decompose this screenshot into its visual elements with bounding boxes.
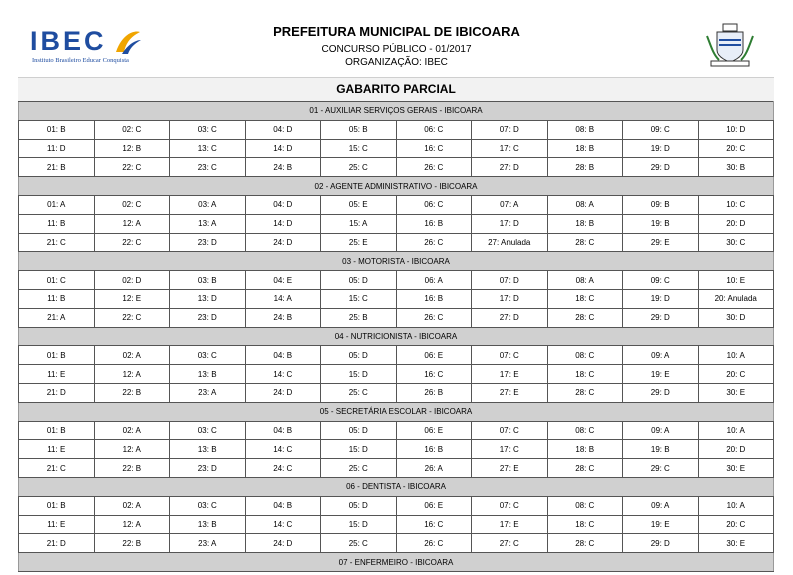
answer-cell: 06: E [396, 496, 472, 515]
answer-cell: 12: A [94, 440, 170, 459]
answer-cell: 13: B [170, 515, 246, 534]
answer-cell: 04: B [245, 421, 321, 440]
section-title: 02 - AGENTE ADMINISTRATIVO - IBICOARA [19, 177, 774, 196]
answer-row [19, 383, 774, 402]
answer-cell: 26: C [396, 308, 472, 327]
answer-cell: 12: B [94, 139, 170, 158]
answer-cell: 07: A [472, 195, 548, 214]
answer-row [19, 534, 774, 553]
answer-cell: 11: E [19, 515, 95, 534]
answer-cell: 06: C [396, 195, 472, 214]
answer-cell: 27: C [472, 534, 548, 553]
answer-cell: 27: D [472, 308, 548, 327]
answer-cell: 07: C [472, 346, 548, 365]
answer-cell: 07: C [472, 421, 548, 440]
answer-cell: 25: B [321, 308, 397, 327]
answer-row [19, 158, 774, 177]
answer-cell: 08: A [547, 271, 623, 290]
answer-cell: 09: A [623, 421, 699, 440]
answer-cell: 30: E [698, 459, 774, 478]
answer-cell: 28: B [547, 158, 623, 177]
answer-cell: 24: D [245, 534, 321, 553]
answer-cell: 11: B [19, 214, 95, 233]
answer-cell: 09: A [623, 496, 699, 515]
answer-cell: 06: E [396, 346, 472, 365]
answer-cell: 17: C [472, 440, 548, 459]
answer-cell: 08: C [547, 421, 623, 440]
answer-table [18, 101, 774, 572]
answer-cell: 24: D [245, 233, 321, 252]
answer-cell: 18: B [547, 139, 623, 158]
answer-cell: 16: B [396, 289, 472, 308]
answer-cell: 18: C [547, 515, 623, 534]
answer-cell: 17: E [472, 365, 548, 384]
answer-cell: 04: E [245, 271, 321, 290]
answer-cell: 06: E [396, 421, 472, 440]
answer-cell: 11: B [19, 289, 95, 308]
answer-cell: 13: B [170, 440, 246, 459]
answer-cell: 21: C [19, 233, 95, 252]
answer-cell: 15: C [321, 289, 397, 308]
answer-cell: 18: C [547, 289, 623, 308]
answer-cell: 04: D [245, 120, 321, 139]
answer-cell: 29: D [623, 383, 699, 402]
answer-row [19, 496, 774, 515]
answer-cell: 19: D [623, 139, 699, 158]
answer-row [19, 195, 774, 214]
answer-cell: 30: B [698, 158, 774, 177]
answer-cell: 07: C [472, 496, 548, 515]
answer-cell: 25: C [321, 158, 397, 177]
answer-cell: 08: A [547, 195, 623, 214]
section-header [19, 402, 774, 421]
answer-cell: 16: B [396, 214, 472, 233]
answer-cell: 28: C [547, 459, 623, 478]
answer-row [19, 459, 774, 478]
answer-cell: 29: D [623, 308, 699, 327]
answer-row [19, 139, 774, 158]
answer-cell: 13: A [170, 214, 246, 233]
answer-cell: 11: D [19, 139, 95, 158]
answer-cell: 20: D [698, 440, 774, 459]
answer-cell: 16: C [396, 139, 472, 158]
answer-cell: 07: D [472, 271, 548, 290]
answer-cell: 22: B [94, 383, 170, 402]
section-header [19, 102, 774, 121]
section-header [19, 327, 774, 346]
answer-cell: 16: C [396, 365, 472, 384]
answer-cell: 25: C [321, 383, 397, 402]
answer-cell: 26: B [396, 383, 472, 402]
answer-cell: 24: D [245, 383, 321, 402]
answer-cell: 10: E [698, 271, 774, 290]
answer-cell: 14: C [245, 440, 321, 459]
answer-cell: 21: D [19, 534, 95, 553]
answer-cell: 27: E [472, 459, 548, 478]
answer-cell: 15: C [321, 139, 397, 158]
document-header [0, 0, 793, 74]
organization-label: ORGANIZAÇÃO: IBEC [345, 57, 448, 68]
answer-cell: 20: C [698, 515, 774, 534]
answer-cell: 02: A [94, 421, 170, 440]
section-title: 07 - ENFERMEIRO - IBICOARA [19, 553, 774, 572]
answer-key [18, 77, 774, 572]
answer-row [19, 440, 774, 459]
answer-cell: 10: A [698, 421, 774, 440]
answer-cell: 04: B [245, 346, 321, 365]
answer-cell: 20: C [698, 139, 774, 158]
answer-cell: 07: D [472, 120, 548, 139]
answer-cell: 06: A [396, 271, 472, 290]
answer-cell: 19: E [623, 515, 699, 534]
answer-cell: 14: D [245, 214, 321, 233]
answer-cell: 26: C [396, 233, 472, 252]
answer-cell: 20: Anulada [698, 289, 774, 308]
answer-cell: 14: C [245, 515, 321, 534]
answer-cell: 25: C [321, 534, 397, 553]
answer-cell: 25: C [321, 459, 397, 478]
section-header [19, 553, 774, 572]
answer-cell: 30: D [698, 308, 774, 327]
answer-cell: 24: B [245, 308, 321, 327]
answer-cell: 10: C [698, 195, 774, 214]
answer-cell: 02: A [94, 496, 170, 515]
answer-cell: 02: D [94, 271, 170, 290]
answer-cell: 30: E [698, 534, 774, 553]
page-title: PREFEITURA MUNICIPAL DE IBICOARA [273, 24, 520, 39]
answer-cell: 14: C [245, 365, 321, 384]
answer-cell: 30: E [698, 383, 774, 402]
answer-row [19, 308, 774, 327]
answer-cell: 28: C [547, 534, 623, 553]
answer-row [19, 346, 774, 365]
answer-cell: 17: D [472, 289, 548, 308]
answer-cell: 14: A [245, 289, 321, 308]
answer-cell: 13: B [170, 365, 246, 384]
title-block [200, 24, 593, 69]
answer-cell: 11: E [19, 440, 95, 459]
answer-cell: 29: D [623, 158, 699, 177]
answer-row [19, 271, 774, 290]
answer-row [19, 233, 774, 252]
answer-cell: 23: D [170, 308, 246, 327]
answer-cell: 03: C [170, 421, 246, 440]
answer-cell: 04: B [245, 496, 321, 515]
answer-cell: 01: B [19, 120, 95, 139]
answer-cell: 08: C [547, 496, 623, 515]
answer-cell: 09: C [623, 120, 699, 139]
answer-cell: 23: D [170, 459, 246, 478]
answer-cell: 05: D [321, 271, 397, 290]
answer-table-body [19, 102, 774, 572]
answer-cell: 09: B [623, 195, 699, 214]
answer-cell: 02: A [94, 346, 170, 365]
answer-cell: 21: D [19, 383, 95, 402]
answer-cell: 23: C [170, 158, 246, 177]
answer-cell: 02: C [94, 120, 170, 139]
section-header [19, 477, 774, 496]
answer-cell: 05: D [321, 346, 397, 365]
answer-cell: 15: D [321, 515, 397, 534]
answer-cell: 19: B [623, 214, 699, 233]
logo-text: IBEC [30, 26, 107, 56]
answer-cell: 25: E [321, 233, 397, 252]
answer-cell: 01: B [19, 496, 95, 515]
answer-cell: 22: C [94, 158, 170, 177]
answer-cell: 01: A [19, 195, 95, 214]
section-header [19, 177, 774, 196]
answer-cell: 12: A [94, 214, 170, 233]
answer-cell: 14: D [245, 139, 321, 158]
logo-subtitle: Instituto Brasileiro Educar Conquista [32, 57, 129, 64]
answer-cell: 12: A [94, 365, 170, 384]
answer-cell: 05: D [321, 496, 397, 515]
answer-cell: 18: C [547, 365, 623, 384]
answer-cell: 01: C [19, 271, 95, 290]
answer-cell: 22: B [94, 459, 170, 478]
contest-subtitle: CONCURSO PÚBLICO - 01/2017 [321, 44, 472, 55]
answer-cell: 30: C [698, 233, 774, 252]
answer-cell: 19: E [623, 365, 699, 384]
municipal-crest-icon [703, 22, 757, 68]
answer-cell: 26: C [396, 534, 472, 553]
answer-cell: 11: E [19, 365, 95, 384]
answer-cell: 10: A [698, 496, 774, 515]
answer-cell: 27: E [472, 383, 548, 402]
section-header [19, 252, 774, 271]
answer-row [19, 421, 774, 440]
answer-cell: 27: Anulada [472, 233, 548, 252]
answer-cell: 18: B [547, 440, 623, 459]
answer-cell: 03: C [170, 120, 246, 139]
answer-cell: 24: B [245, 158, 321, 177]
answer-cell: 15: D [321, 440, 397, 459]
answer-row [19, 515, 774, 534]
answer-cell: 03: A [170, 195, 246, 214]
answer-cell: 03: B [170, 271, 246, 290]
answer-cell: 04: D [245, 195, 321, 214]
answer-cell: 23: A [170, 383, 246, 402]
answer-cell: 26: C [396, 158, 472, 177]
answer-cell: 21: B [19, 158, 95, 177]
answer-cell: 13: D [170, 289, 246, 308]
answer-cell: 17: D [472, 214, 548, 233]
logo-swoosh-icon [112, 28, 142, 56]
answer-cell: 23: D [170, 233, 246, 252]
answer-cell: 19: D [623, 289, 699, 308]
answer-cell: 12: E [94, 289, 170, 308]
answer-cell: 19: B [623, 440, 699, 459]
answer-cell: 29: D [623, 534, 699, 553]
answer-cell: 17: C [472, 139, 548, 158]
answer-cell: 29: E [623, 233, 699, 252]
section-title: 05 - SECRETÁRIA ESCOLAR - IBICOARA [19, 402, 774, 421]
answer-row [19, 289, 774, 308]
answer-cell: 10: A [698, 346, 774, 365]
answer-cell: 13: C [170, 139, 246, 158]
answer-cell: 28: C [547, 383, 623, 402]
answer-cell: 02: C [94, 195, 170, 214]
answer-cell: 01: B [19, 346, 95, 365]
answer-cell: 22: C [94, 308, 170, 327]
section-title: 06 - DENTISTA - IBICOARA [19, 477, 774, 496]
answer-row [19, 120, 774, 139]
answer-cell: 17: E [472, 515, 548, 534]
gabarito-title: GABARITO PARCIAL [18, 77, 774, 101]
answer-cell: 28: C [547, 233, 623, 252]
answer-cell: 09: C [623, 271, 699, 290]
answer-cell: 18: B [547, 214, 623, 233]
answer-cell: 29: C [623, 459, 699, 478]
answer-cell: 09: A [623, 346, 699, 365]
answer-cell: 24: C [245, 459, 321, 478]
answer-cell: 16: B [396, 440, 472, 459]
answer-cell: 26: A [396, 459, 472, 478]
answer-cell: 20: C [698, 365, 774, 384]
section-title: 03 - MOTORISTA - IBICOARA [19, 252, 774, 271]
answer-cell: 08: B [547, 120, 623, 139]
answer-cell: 10: D [698, 120, 774, 139]
answer-cell: 05: D [321, 421, 397, 440]
answer-cell: 27: D [472, 158, 548, 177]
answer-cell: 05: B [321, 120, 397, 139]
answer-cell: 08: C [547, 346, 623, 365]
answer-cell: 06: C [396, 120, 472, 139]
section-title: 04 - NUTRICIONISTA - IBICOARA [19, 327, 774, 346]
answer-cell: 16: C [396, 515, 472, 534]
answer-cell: 05: E [321, 195, 397, 214]
answer-cell: 03: C [170, 496, 246, 515]
answer-cell: 20: D [698, 214, 774, 233]
answer-cell: 21: C [19, 459, 95, 478]
answer-cell: 28: C [547, 308, 623, 327]
answer-cell: 22: C [94, 233, 170, 252]
ibec-logo [30, 27, 160, 71]
answer-cell: 23: A [170, 534, 246, 553]
answer-row [19, 365, 774, 384]
answer-cell: 12: A [94, 515, 170, 534]
answer-cell: 21: A [19, 308, 95, 327]
answer-cell: 22: B [94, 534, 170, 553]
answer-cell: 15: A [321, 214, 397, 233]
answer-cell: 01: B [19, 421, 95, 440]
answer-row [19, 214, 774, 233]
answer-cell: 15: D [321, 365, 397, 384]
section-title: 01 - AUXILIAR SERVIÇOS GERAIS - IBICOARA [19, 102, 774, 121]
answer-cell: 03: C [170, 346, 246, 365]
